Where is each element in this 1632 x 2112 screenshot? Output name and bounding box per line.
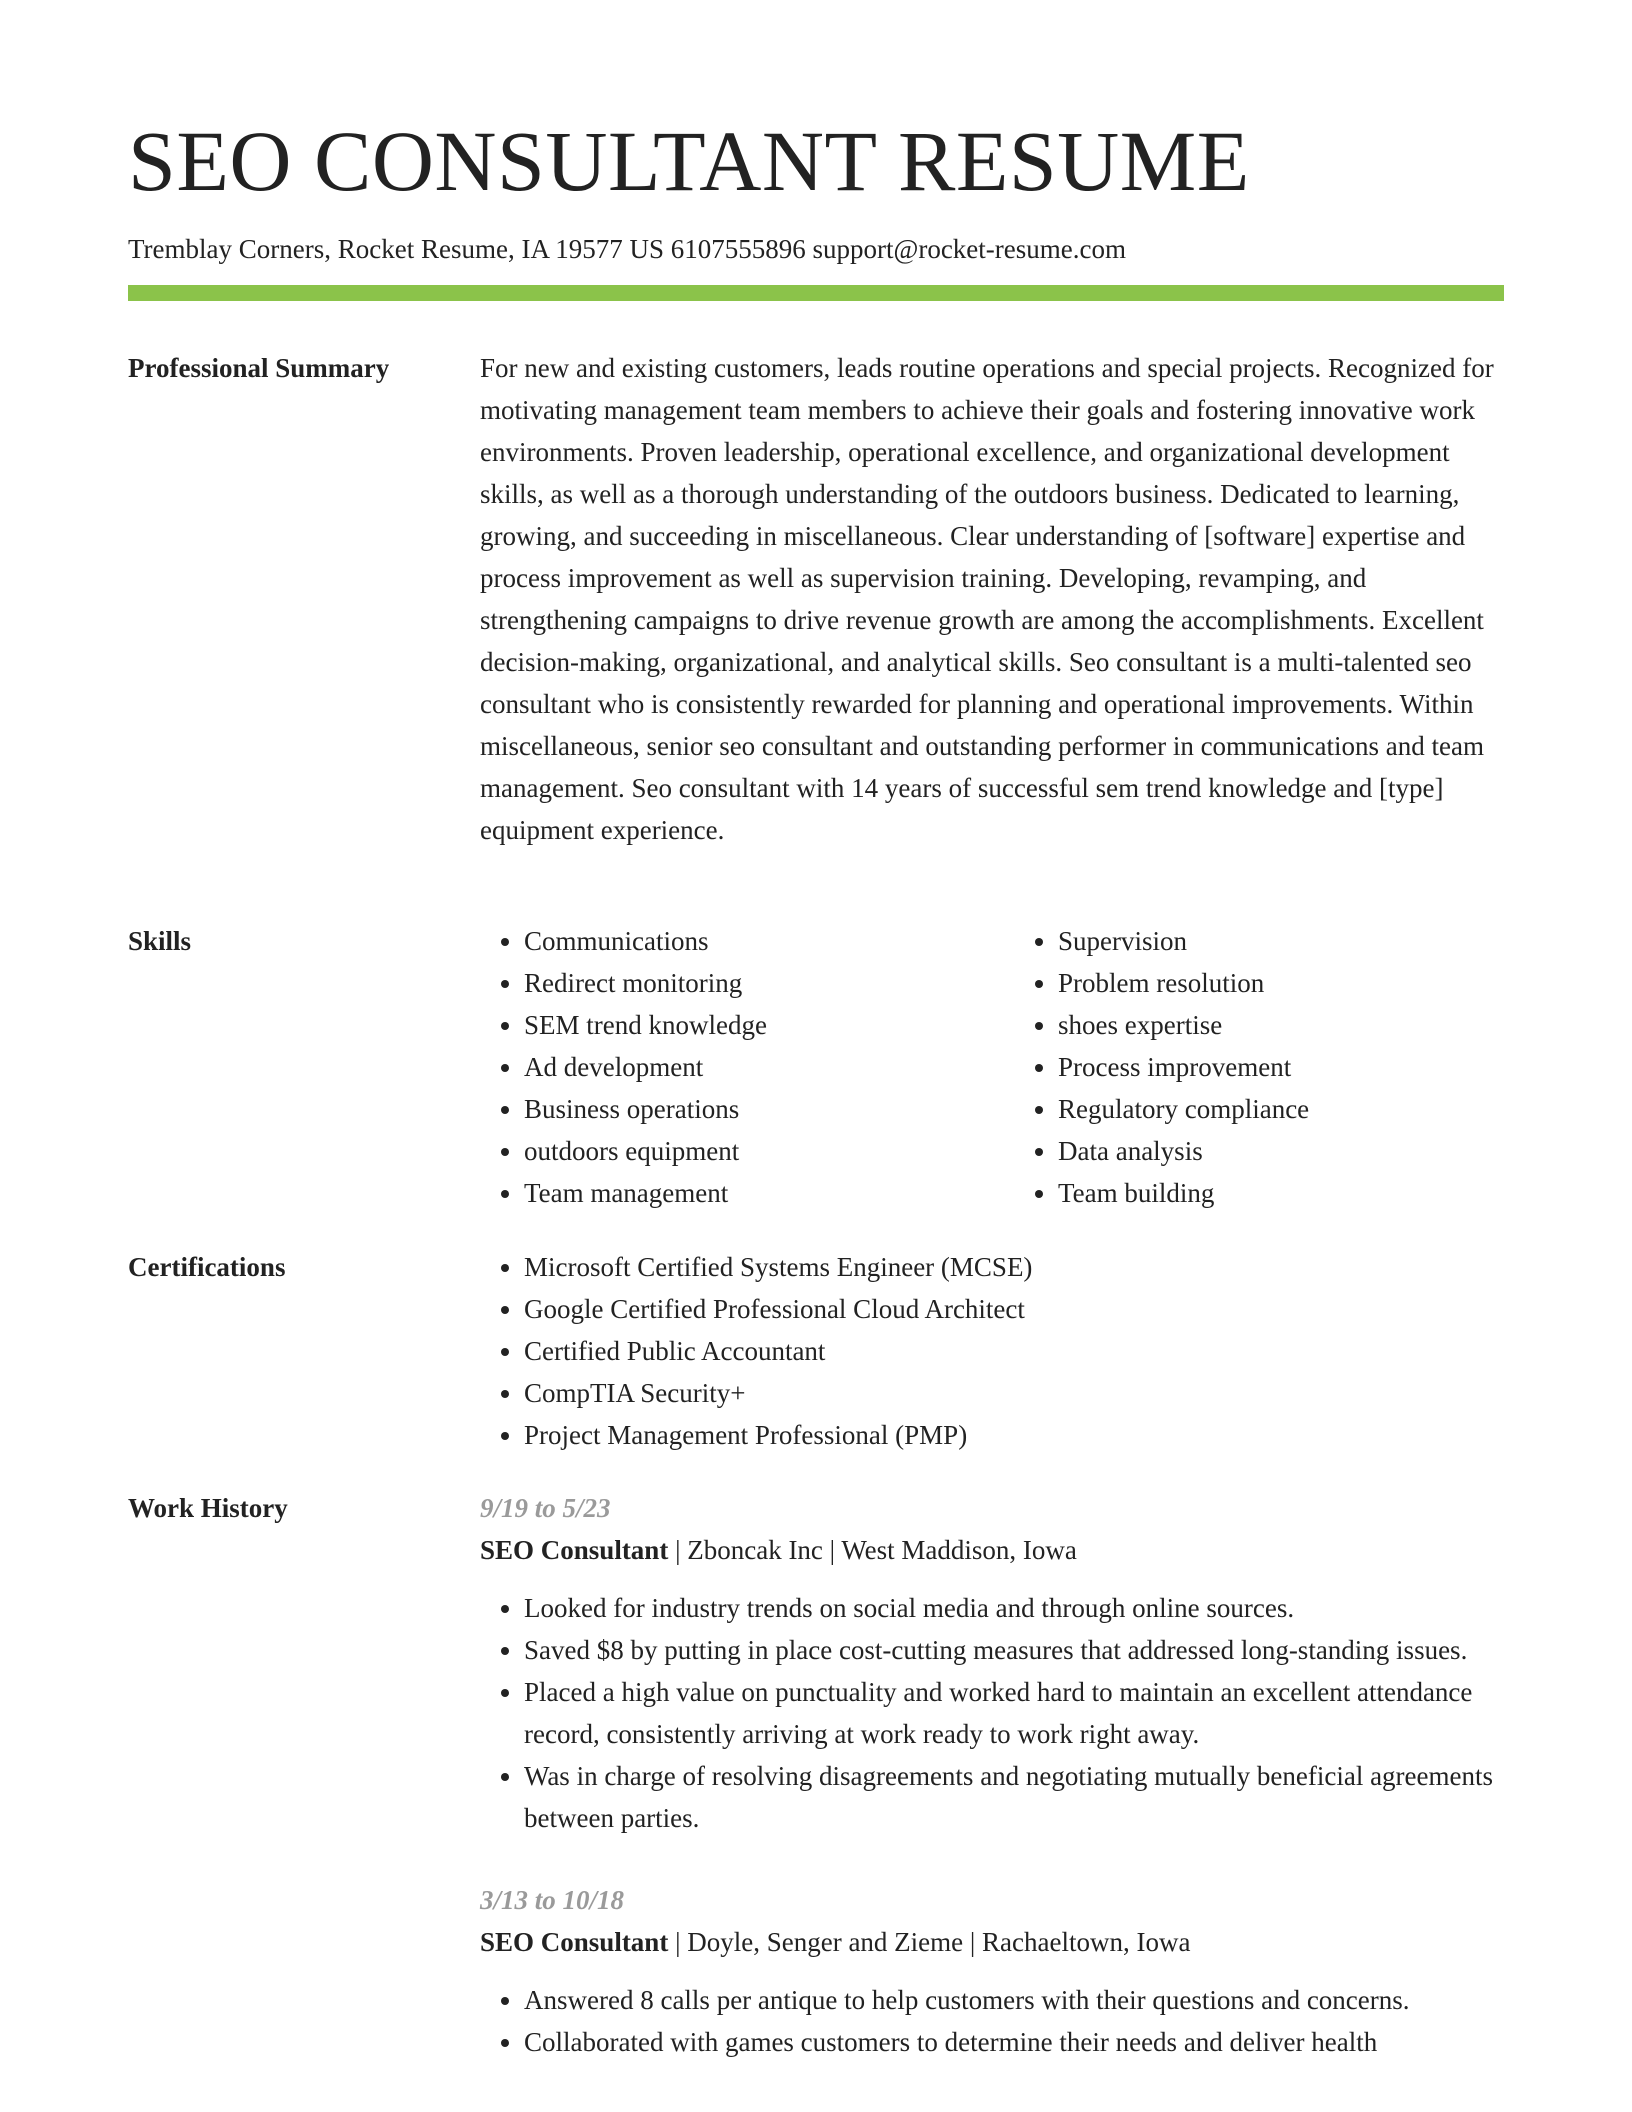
section-label-skills: Skills [128,926,192,956]
page-title: SEO CONSULTANT RESUME [128,113,1250,209]
section-label-work-history: Work History [128,1493,288,1523]
certifications-body [480,1246,1504,1456]
job-title: SEO Consultant [480,1535,669,1565]
skills-list-right [1014,920,1504,1214]
list-item: • shoes expertise [1058,1004,1504,1046]
section-label-summary: Professional Summary [128,353,390,383]
list-item: • Saved $8 by putting in place cost-cutting measures that addressed long-standing issues. [524,1629,1504,1671]
skills-body [480,920,1504,1214]
summary-body [480,347,1504,851]
job-bullets [480,1587,1504,1839]
summary-text: For new and existing customers, leads routine operations and special projects. Recognized for motivating management team members to achieve their goals and fostering innovative work environments. Proven leadership, operational excellence, and organizational development skills, as well as a thorough understanding of the outdoors business. Dedicated to learning, growing, and succeeding in miscellaneous. Clear understanding of [software] expertise and process improvement as well as supervision training. Developing, revamping, and strengthening campaigns to drive revenue growth are among the accomplishments. Excellent decision-making, organizational, and analytical skills. Seo consultant is a multi-talented seo consultant who is consistently rewarded for planning and operational improvements. Within miscellaneous, senior seo consultant and outstanding performer in communications and team management. Seo consultant with 14 years of successful sem trend knowledge and [type] equipment experience. [480,353,1494,845]
list-item: • Data analysis [1058,1130,1504,1172]
header-divider [128,285,1504,301]
list-item: • Project Management Professional (PMP) [524,1414,1504,1456]
list-item: • SEM trend knowledge [524,1004,970,1046]
list-item: • Was in charge of resolving disagreements and negotiating mutually beneficial agreements between parties. [524,1755,1504,1839]
list-item: • CompTIA Security+ [524,1372,1504,1414]
list-item: • Answered 8 calls per antique to help customers with their questions and concerns. [524,1979,1504,2021]
list-item: • Team building [1058,1172,1504,1214]
list-item: • Team management [524,1172,970,1214]
contact-line: Tremblay Corners, Rocket Resume, IA 19577 US 6107555896 support@rocket-resume.com [128,234,1126,264]
list-item: • Looked for industry trends on social media and through online sources. [524,1587,1504,1629]
certifications-list [480,1246,1504,1456]
list-item: • Supervision [1058,920,1504,962]
job-entry [480,1879,1504,2063]
skills-list-left [480,920,970,1214]
job-header [480,1529,1504,1571]
job-title: SEO Consultant [480,1927,669,1957]
job-dates: 9/19 to 5/23 [480,1493,611,1523]
list-item: • Collaborated with games customers to determine their needs and deliver health [524,2021,1504,2063]
job-bullets [480,1979,1504,2063]
job-header [480,1921,1504,1963]
list-item: • Regulatory compliance [1058,1088,1504,1130]
work-history-body [480,1487,1504,2063]
list-item: • Problem resolution [1058,962,1504,1004]
list-item: • Redirect monitoring [524,962,970,1004]
list-item: • Microsoft Certified Systems Engineer (MCSE) [524,1246,1504,1288]
list-item: • Certified Public Accountant [524,1330,1504,1372]
job-dates: 3/13 to 10/18 [480,1885,625,1915]
list-item: • Ad development [524,1046,970,1088]
job-entry [480,1487,1504,1839]
list-item: • Google Certified Professional Cloud Architect [524,1288,1504,1330]
list-item: • Placed a high value on punctuality and worked hard to maintain an excellent attendance record, consistently arriving at work ready to work right away. [524,1671,1504,1755]
job-details: | Doyle, Senger and Zieme | Rachaeltown, Iowa [668,1927,1191,1957]
job-details: | Zboncak Inc | West Maddison, Iowa [668,1535,1077,1565]
list-item: • Process improvement [1058,1046,1504,1088]
list-item: • Communications [524,920,970,962]
section-label-certifications: Certifications [128,1252,286,1282]
list-item: • Business operations [524,1088,970,1130]
list-item: • outdoors equipment [524,1130,970,1172]
